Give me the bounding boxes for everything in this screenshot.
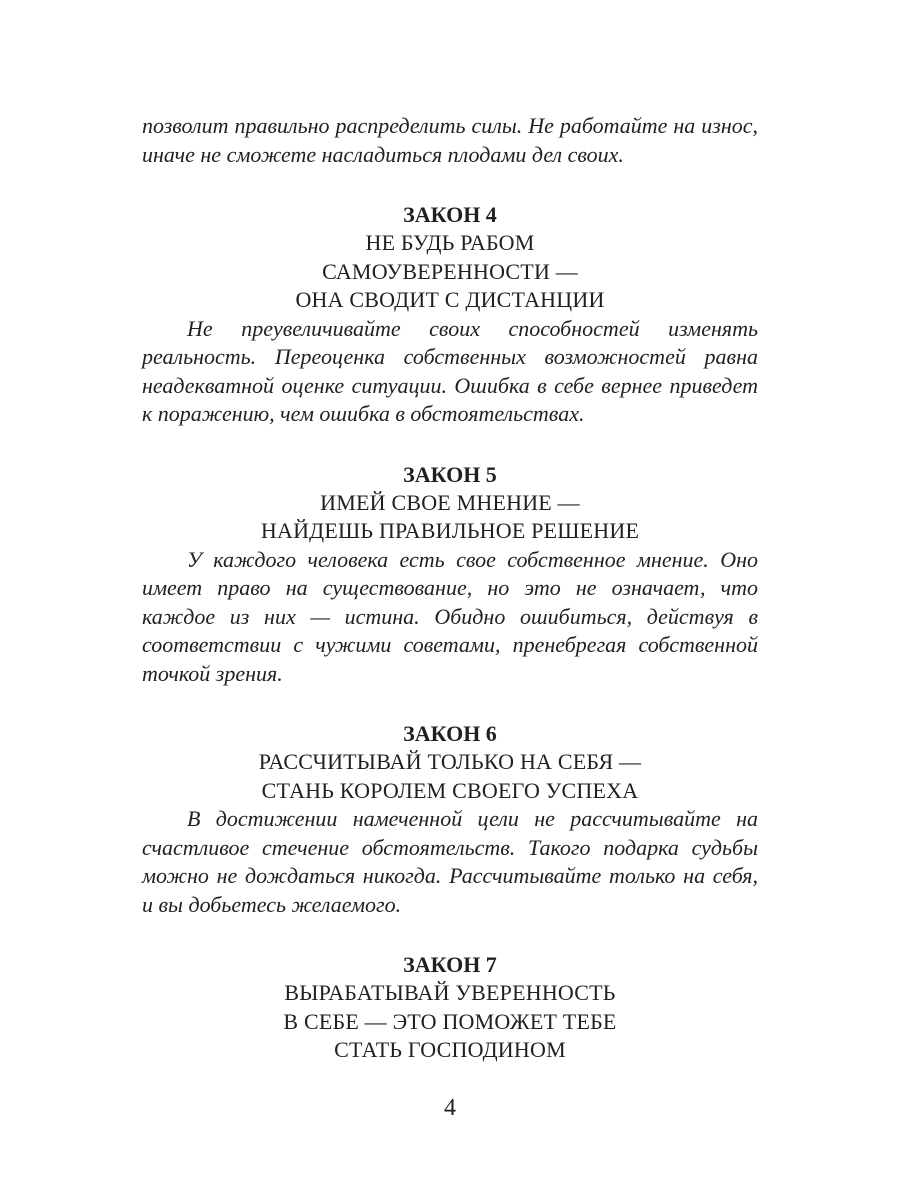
law-body: Не преувеличивайте своих способностей изменять реальность. Переоценка собственных возможностей равна неадекватной оценке ситуации. Ошибка в себе вернее приведет к поражению, чем ошибка в обстоятельствах. [142,315,758,426]
law-title-line: ОНА СВОДИТ С ДИСТАНЦИИ [295,287,605,312]
law-title-line: РАССЧИТЫВАЙ ТОЛЬКО НА СЕБЯ — [258,749,642,774]
page-number: 4 [444,1095,456,1121]
law-heading: ЗАКОН 5 [403,461,497,487]
law-body: У каждого человека есть свое собственное мнение. Оно имеет право на существование, но это не означает, что каждое из них — истина. Обидно ошибиться, действуя в соответствии с чужими советами, пренебрегая собственной точкой зрения. [142,546,758,686]
law-title-line: САМОУВЕРЕННОСТИ — [322,258,578,284]
law-title-line: СТАНЬ КОРОЛЕМ СВОЕГО УСПЕХА [261,777,639,803]
law-title-line: НЕ БУДЬ РАБОМ [365,230,535,255]
page-content [142,112,758,1065]
law-title-line: СТАТЬ ГОСПОДИНОМ [334,1037,566,1062]
law-section-4 [142,200,758,429]
law-title-line: НАЙДЕШЬ ПРАВИЛЬНОЕ РЕШЕНИЕ [260,518,640,543]
law-section-7 [142,950,758,1065]
law-body: В достижении намеченной цели не рассчитывайте на счастливое стечение обстоятельств. Такого подарка судьбы можно не дождаться никогда. Рассчитывайте только на себя, и вы добьетесь желаемого. [142,806,758,917]
law-heading: ЗАКОН 6 [403,721,497,746]
opening-paragraph: позволит правильно распределить силы. Не работайте на износ, иначе не сможете насладиться плодами дел своих. [142,113,758,167]
law-section-5 [142,460,758,689]
law-title-line: ВЫРАБАТЫВАЙ УВЕРЕННОСТЬ [284,980,616,1005]
law-section-6 [142,719,758,919]
law-heading: ЗАКОН 7 [403,952,497,977]
law-heading: ЗАКОН 4 [403,202,497,227]
law-title-line: В СЕБЕ — ЭТО ПОМОЖЕТ ТЕБЕ [283,1008,617,1034]
law-title-line: ИМЕЙ СВОЕ МНЕНИЕ — [320,489,580,515]
